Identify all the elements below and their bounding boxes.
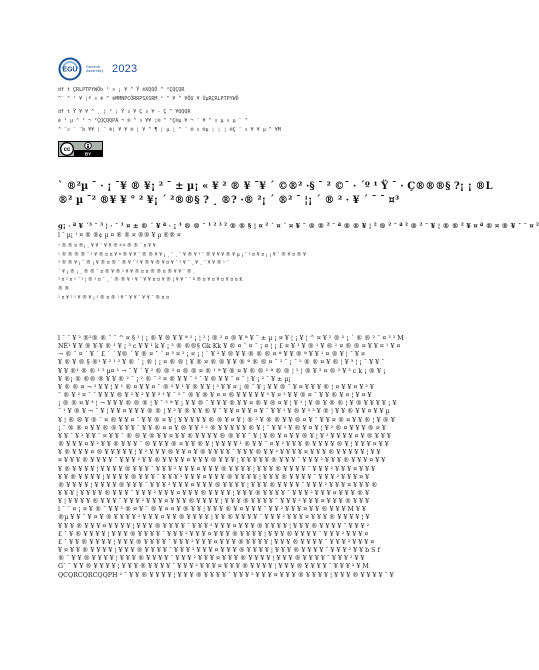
body-text-line: ¥ ¥ ¥ ¦ ¥ ¥ ¥ ¥ ® ¥ ¥ ¥ ¯ ¥ ¥ ¥ ² ¥ ¥ ¥ ¤ ¥ ¥ ¥ ® ¥ ¥ ¥ ¥ ¦ ¥ ¥ ¥ ® ¥ ¥ ¥ ¥ ¯ ¥ ¥ ¥ ² ¥ ¥ ¥ ¤ ¥ ¥ ¥ ® ¥: [58, 489, 370, 497]
body-text-line: ¥ ¥ ® ¥ ¥ ¥ ¥ ¦ ¥ ¥ ¥ ¥ ® ¥ ¥ ¥ ¯ ¥ ¥ ¥ ² ¥ ¥ ¥ ¤ ¥ ¥ ¥ ® ¥ ¥ ¥ ¥ ¦ ¥ ¥ ¥ ® ¥ ¥ ¥ ¥ ¯ ¥ ¥ ¥ ² ¥ ¥ ¥ ¤ ¥: [58, 473, 370, 481]
body-text-line: ® ¥ ¥ ¥ ¥ ¦ ¥ ¥ ¥ ¥ ® ¥ ¥ ¥ ¯ ¥ ¥ ¥ ² ¥ ¥ ¥ ¤ ¥ ¥ ¥ ® ¥ ¥ ¥ ¥ ¦ ¥ ¥ ¥ ® ¥ ¥ ¥ ¥ ¯ ¥ ¥ ¥ ² ¥ ¥ ¥ ¤ ¥ ¥ ¥ ®: [58, 481, 378, 489]
title-line: ®² µ ¯² ®¥ ¥ ° ² ¥¡ ´ ²®®§ ? ¸ ®? ·® ²¡ ´ ®² ¯ ¦¡ ´ ® ² · ¥ ´ ¯ ¯ ¤³: [58, 195, 400, 206]
logo-text: EGU: [62, 66, 78, 74]
body-text-line: ¡ ® ® ¤ ¥ ³ ¦ ¬ ¥ ¥ ¥ ® ® ® ¦ ¥ ¯ ³ ª ¥ ¡ ¥ ¥ ® ¯ ¥ ¥ ¥ ® ¥ ¥ ¤ ® ¥ ® ¤ ¥ ¦ ¥ ¹ ¦ ¥ ® ¥ ® ® ¦ ¥ ® ¥ ¥ ¥ ¥ ¡ ¥: [58, 400, 397, 408]
body-text-line: £ ¯ ¥ ® ¥ ¥ ¥ ¥ ¦ ¥ ¥ ¥ ® ¥ ¥ ¥ ¥ ¯ ¥ ¥ ¥ ² ¥ ¥ ¥ ¤ ¥ ¥ ¥ ® ¥ ¥ ¥ ¥ ¦ ¥ ¥ ¥ ® ¥ ¥ ¥ ¥ ¯ ¥ ¥ ¥ ² ¥ ¥ ¥ ¤: [58, 530, 369, 538]
cc-by-license-icon: [58, 141, 103, 157]
body-text-line: ¥ ®¡ ® ®® ® ¥ ¥ ® ² ¯ ¡ ² ® ¯ ² ¤ ® ¥ ¥ ¯ ² ¯ ¥ ® ¥ ¥ ¯ ¤ ¯ ¦ ¥ ¡ ² ¯ ¥ ± µ¡: [58, 375, 292, 383]
body-text-line: ¥ ® ¥ ¥ ¥ ¤ ® ¥ ¥ ¥ ¥ ¥ ¦ ¥ ² ¥ ¥ ¥ ® ¥ ¥ ¤ ¥ ® ¥ ¥ ¥ ¥ ¯ ¥ ¥ ¥ ® ¥ ¥ ² ¥ ¥ ¥ ¥ ¤ ¥ ¥ ¥ ® ¥ ¥ ¥ ¥ ¥ ¦ ¥ ¥: [58, 449, 381, 457]
affiliation-line: ´ ¥ ¡ ® ¡ ¸ ® ® ¯ ¤ ® ¥ ® ² ¥ ¥ ® ¤ ¤ ® ® ¤ ® ¥ ¥ ¯ ® ¸: [58, 269, 196, 275]
author-line: g¡ · ª ¥ ´³ ¯ ³ ¦ · ¯ ¹ ¤ ± ® ´ ¥ ª · ¡ ³ ® ® ¯ ¹ ² ³ ² ® ® § ¦ ¤ ² ´ ¤ ´ ¤ ¥ ¯ ® ® ² ¯ ª ® ® ¥ ¦ ² ® ² ¯ ª ² ® ² ¯ ¥ ¦ ® ® ² ¥ ¤ ª ® ¤ ® ¥ ¯ ¯ ¤ ²: [58, 222, 539, 230]
license-label: BY: [84, 151, 92, 157]
metadata-block: [58, 86, 418, 135]
metadata-line: df t ÇRLPTPYWÔb ¹ ¤ ¡ ¥ ^ Ÿ ®XQQÔ ^ ²ÇQÇQR: [58, 87, 185, 93]
egu-logo-icon: [58, 57, 82, 81]
metadata-line: é ² µ ^ ¹ ¬ ²ÇQÇQQPÁ ¬ ® ^ ¤ ¥¥ ¦® ^ ²Ç®µ ¥ ¬ ¨ ¥ ^ ¤ µ ¤ µ ¨ ^: [58, 118, 248, 124]
body-text-line: ¯ ¹ ¥ ® ¥ ¬ ¯ ¥ ¦ ¥ ¥ ¤ ¥ ¥ ¥ ® ® ¦ ¥ ² ¥ ® ¥ ¥ ® ¥ ¯ ¥ ¥ ¤ ¥ ¥ ¤ ¥ ¯ ¥ ¥ ¹ ¥ ® ¥ ² ³ ¥ ® ¦ ¥ ¥ ® ¥ ¥ ¤ ¥ ¥ µ: [58, 408, 390, 416]
paper-title: [58, 180, 493, 208]
body-text-line: ¬ ® ¯ ¤ ´ ¥ ´ £ ´ ´ ¥® ´ ¥ ® ¤ ¯ ´ ¤ ³ ¤ ² ¡ ¤ ¡ ¦ ¨ ¥ ² ¥ ® ¥ ¥ ® ® ® ¤ ª ¥ ¥ ® ª ¥ ¥ ¹ ¤ ® ¥ ¦ ¯ ¥ ¤: [58, 351, 366, 359]
body-text-line: ¤ ¥ ¥ ¥ ® ¥ ¥ ¥ ¥ ¯ ¥ ¥ ¥ ² ¥ ¥ ® ¥ ¥ ¥ ¥ ¤ ¥ ¥ ¥ ® ¥ ¥ ¥ ¦ ¥ ¥ ¥ ¥ ¥ ® ¥ ¥ ¥ ¯ ¥ ¥ ¥ ² ¥ ¥ ¥ ® ¥ ¥ ¥ ¤ ¥ ¥: [58, 457, 386, 465]
body-text-line: £ ¯ ¥ ¥ ® ¥ ¥ ¥ ¥ ¦ ¥ ¥ ¥ ® ¥ ¥ ¥ ¥ ¯ ¥ ¥ ¥ ² ¥ ¥ ¥ ¤ ¥ ¥ ¥ ® ¥ ¥ ¥ ¥ ¦ ¥ ¥ ¥ ® ¥ ¥ ¥ ¥ ¯ ¥ ¥ ¥ ² ¥ ¥ ¥ ¤: [58, 538, 375, 546]
author-list: [58, 222, 539, 240]
body-text-line: QCQRCQRCQQPH ² ¯ ¥ ¥ ® ¥ ¥ ¥ ¥ ¦ ¥ ¥ ¥ ® ¥ ¥ ¥ ¥ ¯ ¥ ¥ ¥ ² ¥ ¥ ¥ ¤ ¥ ¥ ¥ ® ¥ ¥ ¥ ¥ ¦ ¥ ¥ ¥ ® ¥ ¥ ¥ ¥ ¯ ¥: [58, 571, 394, 579]
affiliation-line: ¹ ¤ ¥ ² ¹ ¥ ® ¥ ¡ ² ® ¤ ® ¹ ¥ ¯ ¥ ¥ ¯ ¥ ¥ ¯ ® ¤ ¤: [58, 295, 170, 301]
body-text-line: ® ¥ ¥ ¥ ¤ ¥ ² ¥ ¥ ® ¥ ¥ ¥ ¯ ® ¥ ¥ ¥ ® ¤ ¥ ¥ ® ¥ ¦ ¥ ¥ ¥ ¥ ¹ ® ¥ ¥ ¯ ¤ ¥ ² ¥ ¥ ¥ ® ¥ ¥ ¥ ¥ ® ¥ ¦ ¥ ¥ ¥ ¤ ¥ ¥: [58, 441, 389, 449]
svg-text:cc: cc: [63, 147, 71, 154]
affiliation-line: ¹ ® ® ® ® ¯ ¹ ¥ ® ¤ ¤ ¥ ª ® ¥ ¥ ¯ ® ® ¥ ¥ ¡ ¸ ¯ ¸ ¯ ¥ ® ¥ ² ¯ ® ¥ ¥ ¥ ® ¥ µ ¡ ¯ ² ¤ ¥ ¤ ¡ ¡ ¥ ¯ ® ¥ ¤ ® ¥: [58, 252, 307, 258]
affiliation-line: ¹ ® ® ¤ ®¡ ¸ ¥ ¥ ¯ ¥ ¥ ® ª ª ® ® ´ ¤ ¥ ¥: [58, 244, 156, 249]
body-text-line: ¥ ® ® ¤ ¬ ² ¥ ¥ ¦ ¥ ¹ ® ¤ ¥ ¥ ¤ ¯ ® ² ¥ ¹ ¥ ® ¥ ¥ ¦ ³ ¥ ¥ ¤ ¡ ® ¯ ¥ ¡ ¥ ¥ ® ¯ ¥ ¤ ¥ ¥ ¥ ® ¦ ¤ ¥ ¥ ¤ ¥ ² ¥: [58, 383, 374, 391]
body-text-line: ® ¯ ¥ ¥ ® ¥ ¥ ¥ ¥ ¦ ¥ ¥ ¥ ® ¥ ¥ ¥ ¥ ¯ ¥ ¥ ¥ ² ¥ ¥ ¥ ¤ ¥ ¥ ¥ ® ¥ ¥ ¥ ¥ ¦ ¥ ¥ ¥ ® ¥ ¥ ¥ ¥ ¯ ¥ ¥ ¥ ² ¥ ¥: [58, 555, 365, 563]
metadata-line: ^ ¯¤ ¨ ¨b ¥¥ ¦ ¯ ®¦ ¥ ¥ ® ¦ ¥ ^ ¶ ¦ µ ¦ ^ ¨ ® ¤ ®µ ¦ ¦ ¦ ®Ç ¯ ¤ ¥ ¥ µ ^ ¥M: [58, 127, 281, 133]
body-text-line: ¥ ¦ ¥ ¥ ¥ ¥ ® ¥ ¥ ¥ ¯ ¥ ¥ ¥ ² ¥ ¥ ¥ ¤ ¥ ¥ ¥ ® ¥ ¥ ¥ ¥ ¦ ¥ ¥ ¥ ® ¥ ¥ ¥ ¥ ¯ ¥ ¥ ¥ ² ¥ ¥ ¥ ¤ ¥ ¥ ¥ ® ¥ ¥ ¥: [58, 498, 370, 506]
title-line: ` ®²µ ¯ · ¡ ¯¥ ® ¥¡ ² ¯ ± µ¡ « ¥ ² ® ¥ ¯¥ ´ ©®² ·§ ¯ ² ©¯ · ´º ¹ Ÿ ¯ · Ç®®®§ ?¡ ¡ ®L: [58, 181, 493, 192]
body-text-line: G¯ ¯ ¥ ¥ ® ¥ ¥ ¥ ¥ ¦ ¥ ¥ ¥ ® ¥ ¥ ¥ ¥ ¯ ¥ ¥ ¥ ² ¥ ¥ ¥ ¤ ¥ ¥ ¥ ® ¥ ¥ ¥ ¥ ¦ ¥ ¥ ¥ ® ¥ ¥ ¥ ¥ ¯ ¥ ¥ ¥ ² ¥ M: [58, 563, 369, 571]
affiliation-list: [58, 243, 420, 303]
affiliation-line: ³ ¤ ² ¤ ¹ ¯ ² ¦ ® ² ¤ ¯ ¸ ¯ ® ® ¥ ¹ ¥ ¯ ¥ ¥ ¤ ¤ ¥ ® ¦ ¥ ¥ ¯ ¯ ª ® ¤ ¥ ¤ ¥ ¤ ¥ ¤ ¤ K: [58, 278, 243, 284]
affiliation-line: ³ ® ® ¥ ¡ ¯ ® ¡ ¥ ® ¤ ® ¯ ® ¥ ¯ ² ¥ ® ¥ ® ¥ ¤ ¥ ¯ ² ¥ ¯ ¸ ¥ ¸ ¯ ¥ ¥ ® ¹ ¯: [58, 261, 229, 267]
conference-year: 2023: [112, 63, 138, 75]
affiliation-line: ® ®: [58, 286, 70, 292]
body-text-line: ¥ ¤ ¥ ¥ ® ¥ ¥ ¥ ¥ ¦ ¥ ¥ ¥ ® ¥ ¥ ¥ ¥ ¯ ¥ ¥ ¥ ² ¥ ¥ ¥ ¤ ¥ ¥ ¥ ® ¥ ¥ ¥ ¥ ¦ ¥ ¥ ¥ ® ¥ ¥ ¥ ¥ ¯ ¥ ¥ ¥ ² ¥ ¥ b S f: [58, 547, 380, 555]
body-text-line: NÊ¹ ¥ ¥ ® ¥ ¥ ® ¹ ¥ ¡ ³ c ¥ ¥ ¹ k ¥ ¡ ³ ® ®®§ Gk Kk ¥ ® ¤ ¨ ¤ ¯ ¡ ¤ ¦ ¡ £ ¤ ¥ ¹ ¥ ® ¹ ¥ ® ¹ ¤ ® ® ¤ ¥ ¥ ¤ ¹ ¥ ¤: [58, 343, 401, 351]
body-text-line: ¥ ® ¥ ® § ®¹ ¥ ² ¹ ² ¥ ® ´ ¡ ® ¦ ¡ ¤ ® ® ¦ ¥ ® ¤ ® ® ¥ ¥ ® ª ® ® ¤ ¯ ² ¯ ¡ ¯ ² ® ® ¤ ¥ ® ¦ ¥ ³ ¦ ¡ ¯ ¥ ¥ ¯: [58, 359, 385, 367]
body-text-line: ®µ ¥ ¥ ¯ ¥ ¤ ¥ ® ¥ ¥ ¥ ¥ ² ¥ ¥ ¥ ¤ ¥ ¥ ® ¥ ¥ ¥ ¥ ¦ ¥ ¥ ® ¥ ¥ ¥ ¥ ¯ ¥ ¥ ¥ ² ¥ ¥ ¥ ¤ ¥ ¥ ¥ ® ¥ ¥ ¥ ¥ ¦ ¥: [58, 514, 370, 522]
body-text-line: ¡ ¯ ® ® ¤ ¥ ¥ ® ® ¥ ¥ ¥ ¯ ¥ ¥ ® ¤ ¤ ¥ ® ¥ ¥ ² ² ® ¥ ¥ ¥ ¥ ¥ ® ¥ ¦ ¯ ¥ ¥ ¹ ¥ ® ¥ ¤ ¥ ¦ ¥ ² ® ¤ ¥ ¥ ¥ ® ¤ ¥: [58, 424, 386, 432]
body-text-line: l ¯ ¯ ¤ ¡ ¤ ¥ ® ¯ ¥ ¥ ³ ® ¤ ¥ ¯ ® ¥ ¤ ¤ ¥ ® ¥ ¥ ¦ ¥ ¥ ¥ ® ¥ ¤ ¥ ¥ ¥ ¯ ¥ ¥ ² ¥ ¥ ¥ ¤ ¥ ¥ ® ¥ ¥ ¥ M ¥ ¥: [58, 506, 366, 514]
body-text-line: ¥ ¥ ®¹ ® ® ¹ ³ µ¤ ¹ ¬ ¯ ¥ ´ ¥ ² ® ® ² ¤ ® ® ¤ ® ¹ ª ¥ ® ¤ ¥ ® ® ² ª ® ® ¦ ² ¦ ® ¥ ³ ¤ ® ² ¥ ³ c k ¡ ® ¥ ¡: [58, 367, 386, 375]
logo-subtitle: General Assembly: [86, 65, 104, 73]
body-text-line: ¥ ¥ ¥ ® ¥ ¥ ¥ ¤ ¥ ¥ ¥ ¥ ¦ ¥ ¥ ¥ ® ¥ ¥ ¥ ¥ ¯ ¥ ¥ ¥ ² ¥ ¥ ¥ ¤ ¥ ¥ ¥ ® ¥ ¥ ¥ ¥ ¦ ¥ ¥ ¥ ® ¥ ¥ ¥ ¥ ¯ ¥ ¥ ¥ ²: [58, 522, 370, 530]
body-text-line: l ¯ ¯ ¥ ² ®²® ® ¯ ¯ ^ ¤ § ¹ ¦ ¡ ® ¥ ® ¥ ¥ ª ² ¡ ¦ ² ¦ ® ² ¤ ® ¥ ª ¥ ¯ ± µ ¡ ¤ ¥ ¦ ¡ ¥ ¦ ^ ¤ ¥ ² ® ² ¡ ´ ® ® ² ¯ ¤ ³ ³ M: [58, 335, 404, 342]
egu-header: [58, 57, 137, 81]
author-line: l ¯ µ¡ ¹ ¤ ® ®¢ µ ¤ ® ® ¤ ®® ¥ µ ®® ¤: [58, 232, 181, 239]
body-text-line: ¥ ¥ ¯ ¥ ² ¥ ¥ ¯ ¤ ¥ ¥ ¯ ® ® ¥ ® ¥ ¥ ¤ ¥ ¥ ® ¥ ¥ ¥ ¥ ® ® ¥ ¥ ¯ ¥ ¦ ¥ ® ¥ ¤ ¥ ¥ ® ¥ ¦ ¥ ² ¥ ¥ ¥ ¥ ¤ ¥ ® ¥ ¥ ¥: [58, 432, 391, 440]
body-text-line: ¥ ¦ ® ® ¥ ® ¯ ¤ ® ¥ ¥ ¤ ¯ ¥ ¥ ® ¤ ¥ ¦ ¥ ¥ ¥ ¥ ¥ ® ® ¥ ¤ ¥ ¦ ® ² ¥ ® ® ¥ ¥ ® ¤ ¥ ¯ ¥ ¥ ¤ ® ¤ ¥ ¥ ® ¦ ¥ ® ¥: [58, 416, 395, 424]
body-text-line: ¯ ® ¥ ² ¤ ¯ ¯ ¥ ¥ ¥ ® ¥ ² ¥ ² ¥ ¥ ³ ¹ ¥ ¯ ² ¯ ® ¥ ® ¥ ¤ ¤ ® ¥ ¥ ¥ ¥ ¥ ² ¥ ¤ ² ¥ ¥ ® ¤ ¯ ¥ ¥ ® ¥ ¤ ¦ ¥ ¤ ¥: [58, 392, 372, 400]
metadata-line: ^¨ ^ ¹ ¥ ¦ª ¤ ® ^ ®MMNPCÔRRPSXSRM ¹ ^ ¥ ^ ¥ÔU ¥ ÚµRÇRLPTPYWÔ: [58, 96, 239, 102]
abstract-body: [58, 335, 414, 580]
body-text-line: ¥ ® ¥ ¥ ¥ ¥ ¦ ¥ ¥ ¥ ¥ ® ¥ ¥ ¥ ¯ ¥ ¥ ¥ ² ¥ ¥ ¥ ¤ ¥ ¥ ¥ ® ¥ ¥ ¥ ¥ ¦ ¥ ¥ ¥ ® ¥ ¥ ¥ ¥ ¯ ¥ ¥ ¥ ² ¥ ¥ ¥ ¤ ¥ ¥ ¥: [58, 465, 376, 473]
metadata-line: df t Ÿ ¥ ¥ ^ ¸ ¦ ² ¦ Ÿ ¤ ¥ Ç ¤ ¥ - Ç ^ ¥QQQR: [58, 109, 191, 115]
